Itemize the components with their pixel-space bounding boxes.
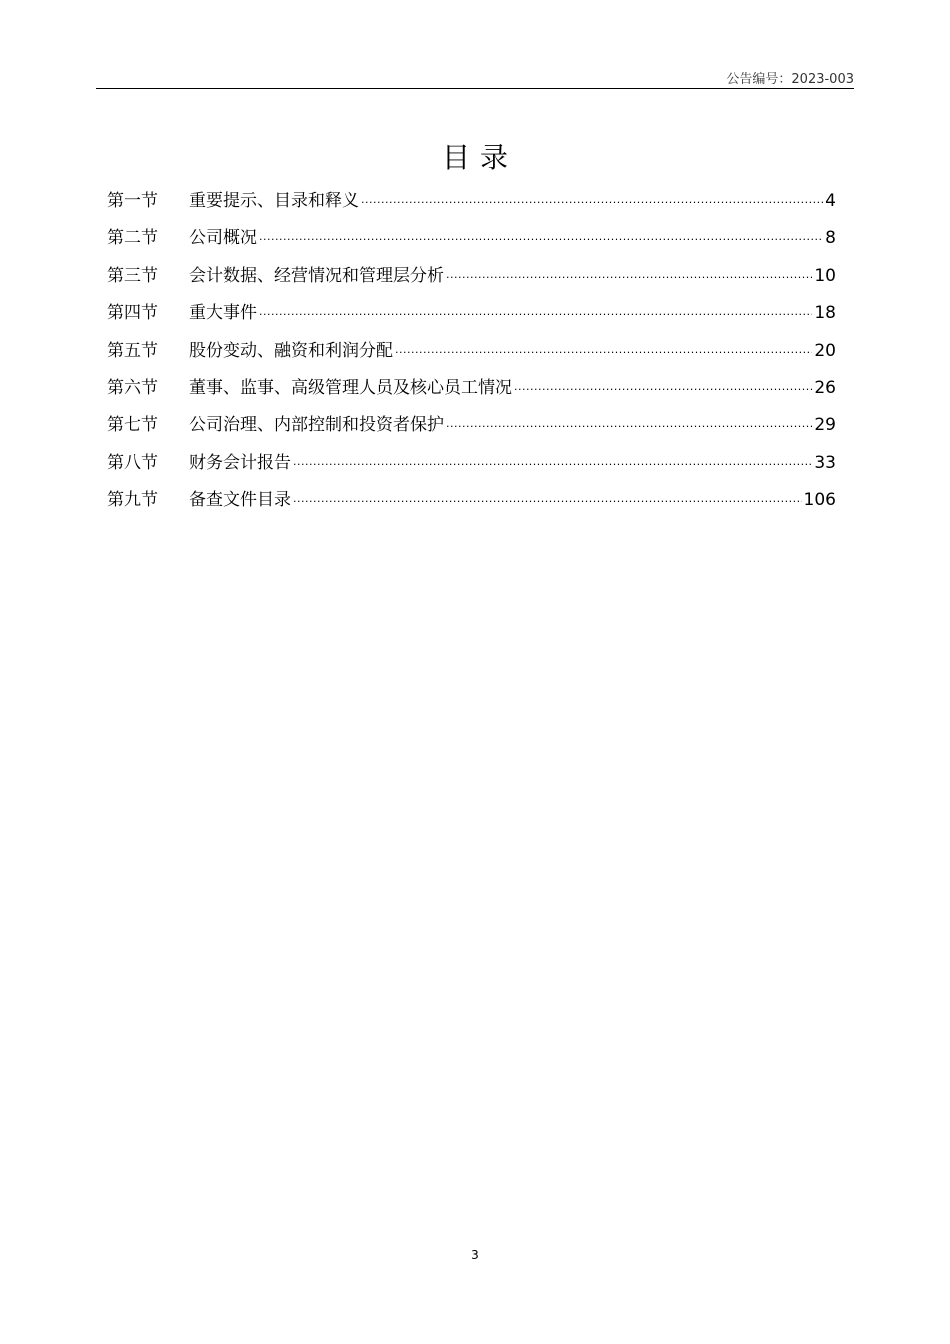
toc-page-number: 10 (814, 265, 836, 286)
toc-page-number: 18 (814, 303, 836, 324)
toc-entry[interactable] (107, 445, 836, 482)
toc-leader-dots (446, 405, 812, 442)
toc-page-number: 29 (814, 415, 836, 436)
toc-section-number: 第三节 (107, 265, 158, 286)
toc-page-number: 20 (814, 340, 836, 361)
toc-section-title: 财务会计报告 (189, 452, 291, 473)
toc-page-number: 8 (825, 228, 836, 249)
toc-title: 目录 (441, 141, 518, 174)
toc-leader-dots (259, 293, 812, 330)
toc-section-title: 董事、监事、高级管理人员及核心员工情况 (189, 377, 512, 398)
toc-page-number: 26 (814, 377, 836, 398)
toc-entry[interactable] (107, 295, 836, 332)
toc-section-number: 第五节 (107, 340, 158, 361)
toc-page-number: 33 (814, 452, 836, 473)
toc-entry[interactable] (107, 370, 836, 407)
toc-section-title: 重要提示、目录和释义 (189, 191, 359, 211)
toc-section-number: 第九节 (107, 490, 158, 511)
toc-section-title: 公司治理、内部控制和投资者保护 (189, 415, 444, 436)
toc-leader-dots (446, 256, 812, 293)
toc-list (107, 183, 836, 520)
toc-section-number: 第八节 (107, 452, 158, 473)
toc-section-number: 第一节 (107, 191, 158, 211)
toc-section-title: 公司概况 (189, 228, 257, 249)
toc-leader-dots (293, 480, 802, 517)
toc-entry[interactable] (107, 407, 836, 444)
toc-leader-dots (395, 331, 812, 368)
header-divider (96, 88, 854, 89)
toc-entry[interactable] (107, 220, 836, 257)
announcement-number: 公告编号：2023-003 (726, 72, 854, 87)
toc-leader-dots (514, 368, 812, 405)
toc-leader-dots (259, 218, 823, 255)
toc-leader-dots (293, 443, 812, 480)
page-number: 3 (471, 1248, 479, 1262)
toc-entry[interactable] (107, 482, 836, 519)
toc-section-number: 第六节 (107, 377, 158, 398)
toc-section-title: 重大事件 (189, 303, 257, 324)
toc-entry[interactable] (107, 333, 836, 370)
toc-page-number: 106 (803, 490, 836, 511)
toc-entry[interactable] (107, 258, 836, 295)
toc-entry[interactable] (107, 183, 836, 220)
toc-page-number: 4 (825, 191, 836, 211)
toc-section-title: 股份变动、融资和利润分配 (189, 340, 393, 361)
toc-section-number: 第七节 (107, 415, 158, 436)
toc-section-number: 第二节 (107, 228, 158, 249)
toc-section-title: 会计数据、经营情况和管理层分析 (189, 265, 444, 286)
toc-section-title: 备查文件目录 (189, 490, 291, 511)
toc-leader-dots (361, 181, 823, 218)
toc-section-number: 第四节 (107, 303, 158, 324)
